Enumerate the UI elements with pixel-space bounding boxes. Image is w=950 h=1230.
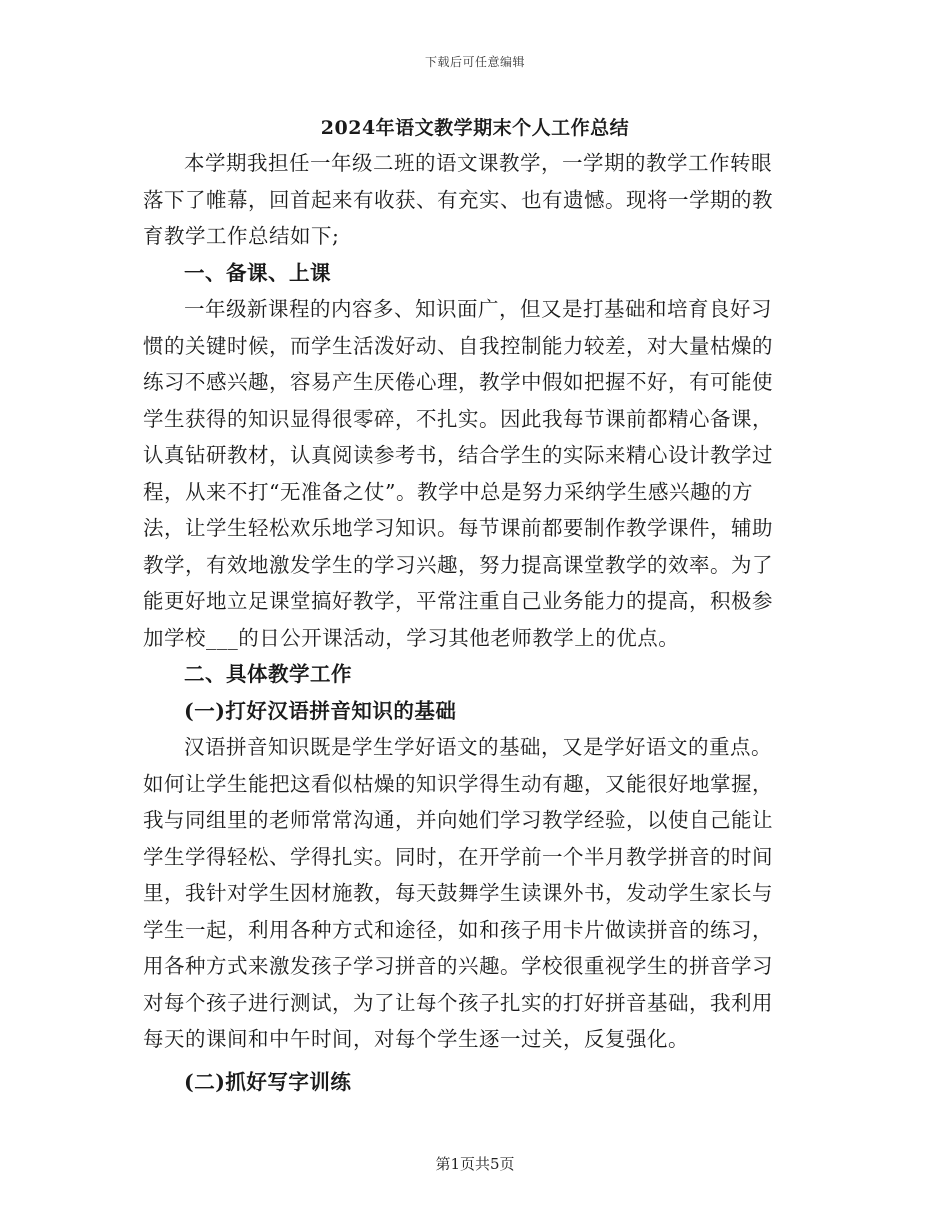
text-line: 学生学得轻松、学得扎实。同时，在开学前一个半月教学拼音的时间 xyxy=(143,844,773,869)
text-line: 加学校___的日公开课活动，学习其他老师教学上的优点。 xyxy=(143,625,680,650)
text-line: 认真钻研教材，认真阅读参考书，结合学生的实际来精心设计教学过 xyxy=(143,443,773,467)
text-line: 我与同组里的老师常常沟通，并向她们学习教学经验，以使自己能让 xyxy=(143,808,773,832)
text-line: 能更好地立足课堂搞好教学，平常注重自己业务能力的提高，积极参 xyxy=(143,589,773,613)
text-line: 程，从来不打“无准备之仗”。教学中总是努力采纳学生感兴趣的方 xyxy=(143,479,753,504)
section-heading: (一)打好汉语拼音知识的基础 xyxy=(184,698,457,723)
section-heading: (二)抓好写字训练 xyxy=(184,1069,352,1094)
header-note: 下载后可任意编辑 xyxy=(424,55,525,69)
text-line: 里，我针对学生因材施教，每天鼓舞学生读课外书，发动学生家长与 xyxy=(143,881,773,905)
document-body xyxy=(143,145,813,1100)
text-line: 学生一起，利用各种方式和途径，如和孩子用卡片做读拼音的练习， xyxy=(143,917,773,942)
text-line: 用各种方式来激发孩子学习拼音的兴趣。学校很重视学生的拼音学习 xyxy=(143,954,773,978)
text-line: 学生获得的知识显得很零碎，不扎实。因此我每节课前都精心备课， xyxy=(143,406,773,431)
text-line: 如何让学生能把这看似枯燥的知识学得生动有趣，又能很好地掌握， xyxy=(143,771,773,796)
text-line: 汉语拼音知识既是学生学好语文的基础，又是学好语文的重点。 xyxy=(184,735,772,759)
text-line: 每天的课间和中午时间，对每个学生逐一过关，反复强化。 xyxy=(143,1027,689,1051)
page-number: 第1页共5页 xyxy=(435,1155,515,1173)
text-line: 一年级新课程的内容多、知识面广，但又是打基础和培育良好习 xyxy=(184,297,772,321)
text-line: 本学期我担任一年级二班的语文课教学，一学期的教学工作转眼 xyxy=(184,151,772,175)
text-line: 法，让学生轻松欢乐地学习知识。每节课前都要制作教学课件，辅助 xyxy=(143,516,773,540)
section-heading: 一、备课、上课 xyxy=(184,260,331,285)
text-line: 落下了帷幕，回首起来有收获、有充实、也有遗憾。现将一学期的教 xyxy=(143,187,773,212)
section-heading: 二、具体教学工作 xyxy=(184,662,352,686)
text-line: 教学，有效地激发学生的学习兴趣，努力提高课堂教学的效率。为了 xyxy=(143,552,773,577)
document-title: 2024年语文教学期末个人工作总结 xyxy=(320,117,630,139)
text-line: 练习不感兴趣，容易产生厌倦心理，教学中假如把握不好，有可能使 xyxy=(143,370,773,394)
text-line: 对每个孩子进行测试，为了让每个孩子扎实的打好拼音基础，我利用 xyxy=(143,990,773,1015)
text-line: 惯的关键时候，而学生活泼好动、自我控制能力较差，对大量枯燥的 xyxy=(143,333,773,358)
text-line: 育教学工作总结如下; xyxy=(143,224,340,248)
